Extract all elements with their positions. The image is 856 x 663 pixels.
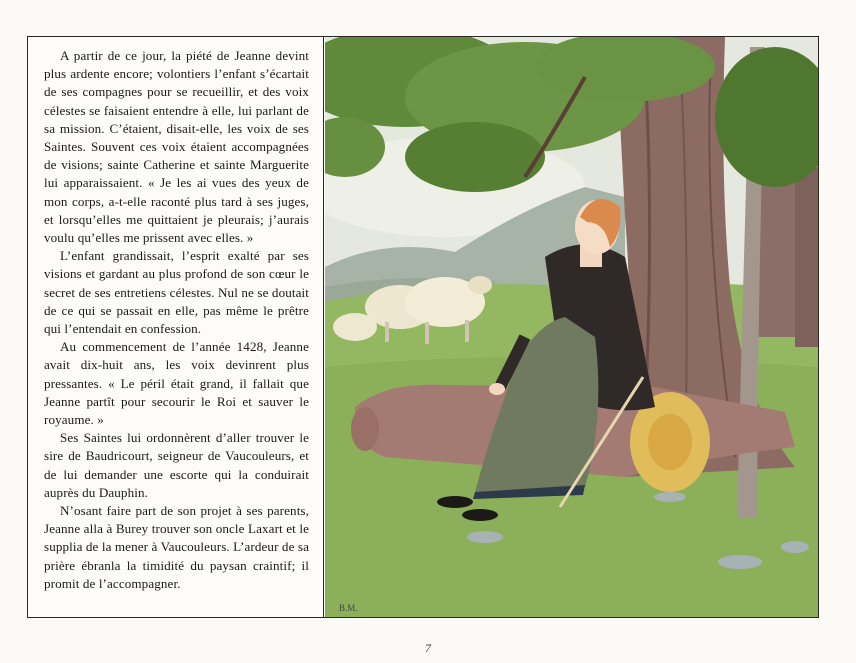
paragraph-4: Ses Saintes lui ordonnèrent d’aller trouver le sire de Baudricourt, seigneur de Vaucouleurs, et de lui demander une escorte qui la conduirait auprès du Dauphin. (44, 430, 309, 500)
paragraph-5: N’osant faire part de son projet à ses parents, Jeanne alla à Burey trouver son oncle Laxart et le supplia de la mener à Vaucouleurs. L’ardeur de sa prière ébranla la timidité du paysan craintif; il promit de l’accompagner. (44, 503, 309, 591)
paragraph-3: Au commencement de l’année 1428, Jeanne avait dix-huit ans, les voix devinrent plus pressantes. « Le péril était grand, il fallait que Jeanne partît pour secourir le Roi et sauver le royaume. » (44, 339, 309, 428)
illustration-joan-with-sheep (325, 37, 818, 617)
page-spread (27, 36, 819, 618)
page-number: 7 (425, 641, 431, 655)
text-column (28, 37, 324, 617)
paragraph-2: L’enfant grandissait, l’esprit exalté par ses visions et gardant au plus profond de son cœur le secret de ses entretiens célestes. Nul ne se doutait de ce qui se passait en elle, pas même le prêtre qui l’entendait en confession. (44, 248, 309, 337)
artist-signature: B.M. (339, 603, 358, 613)
paragraph-1: A partir de ce jour, la piété de Jeanne devint plus ardente encore; volontiers l’enfant s’écartait de ses compagnes pour se recueillir, et des voix célestes se faisaient entendre à elle, lui parlant de sa mission. C’étaient, disait-elle, les voix de ses Saintes. Souvent ces voix étaient accompagnées de visions; sainte Catherine et sainte Marguerite lui apparaissaient. « Je les ai vues des yeux de mon corps, a-t-elle raconté plus tard à ses juges, et lorsqu’elles me quittaient je pleurais; j’aurais voulu qu’elles me prissent avec elles. » (44, 48, 309, 246)
stone (467, 531, 503, 543)
stone (781, 541, 809, 553)
stone (718, 555, 762, 569)
stone (654, 492, 686, 502)
